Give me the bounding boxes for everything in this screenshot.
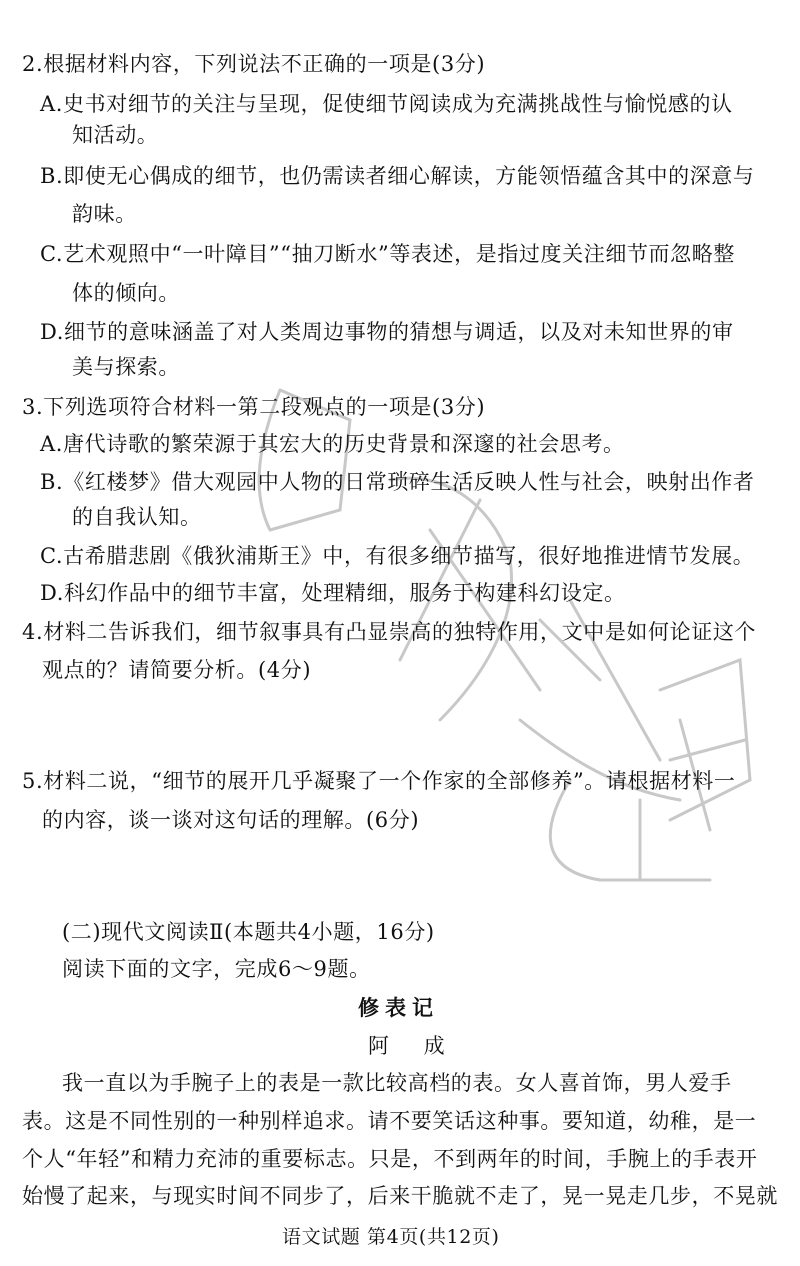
page-footer: 语文试题 第4页(共12页) [282,1226,500,1248]
section-heading: (二)现代文阅读Ⅱ(本题共4小题，16分) [62,920,435,944]
question-5-line-2: 的内容，谈一谈对这句话的理解。(6分) [42,808,420,832]
question-2-stem: 2.根据材料内容，下列说法不正确的一项是(3分) [22,52,486,76]
option-3a: A.唐代诗歌的繁荣源于其宏大的历史背景和深邃的社会思考。 [40,432,625,456]
option-2b-line-2: 韵味。 [72,202,137,226]
question-4-line-2: 观点的？请简要分析。(4分) [42,658,312,682]
option-2c-line-1: C.艺术观照中“一叶障目”“抽刀断水”等表述，是指过度关注细节而忽略整 [40,242,735,266]
option-3b-line-2: 的自我认知。 [72,505,202,529]
option-2d-line-2: 美与探索。 [72,355,180,379]
option-2c-line-2: 体的倾向。 [72,281,180,305]
question-5-line-1: 5.材料二说，“细节的展开几乎凝聚了一个作家的全部修养”。请根据材料一 [22,769,736,793]
question-4-line-1: 4.材料二告诉我们，细节叙事具有凸显崇高的独特作用，文中是如何论证这个 [22,620,757,644]
option-3d: D.科幻作品中的细节丰富，处理精细，服务于构建科幻设定。 [40,581,626,605]
option-2a-line-2: 知活动。 [72,123,159,147]
option-2d-line-1: D.细节的意味涵盖了对人类周边事物的猜想与调适，以及对未知世界的审 [40,320,734,344]
option-2a-line-1: A.史书对细节的关注与呈现，促使细节阅读成为充满挑战性与愉悦感的认 [40,92,733,116]
article-paragraph-line-2: 表。这是不同性别的一种别样追求。请不要笑话这种事。要知道，幼稚，是一 [22,1109,757,1133]
question-3-stem: 3.下列选项符合材料一第二段观点的一项是(3分) [22,395,486,419]
option-3c: C.古希腊悲剧《俄狄浦斯王》中，有很多细节描写，很好地推进情节发展。 [40,544,755,568]
option-2b-line-1: B.即使无心偶成的细节，也仍需读者细心解读，方能领悟蕴含其中的深意与 [40,164,755,188]
article-title: 修表记 [358,995,439,1020]
article-paragraph-line-4: 始慢了起来，与现实时间不同步了，后来干脆就不走了，晃一晃走几步，不晃就 [22,1184,778,1208]
section-instruction: 阅读下面的文字，完成6～9题。 [62,957,371,981]
article-author: 阿 成 [368,1034,459,1058]
option-3b-line-1: B.《红楼梦》借大观园中人物的日常琐碎生活反映人性与社会，映射出作者 [40,470,755,494]
article-paragraph-line-1: 我一直以为手腕子上的表是一款比较高档的表。女人喜首饰，男人爱手 [62,1071,732,1095]
article-paragraph-line-3: 个人“年轻”和精力充沛的重要标志。只是，不到两年的时间，手腕上的手表开 [22,1147,758,1171]
